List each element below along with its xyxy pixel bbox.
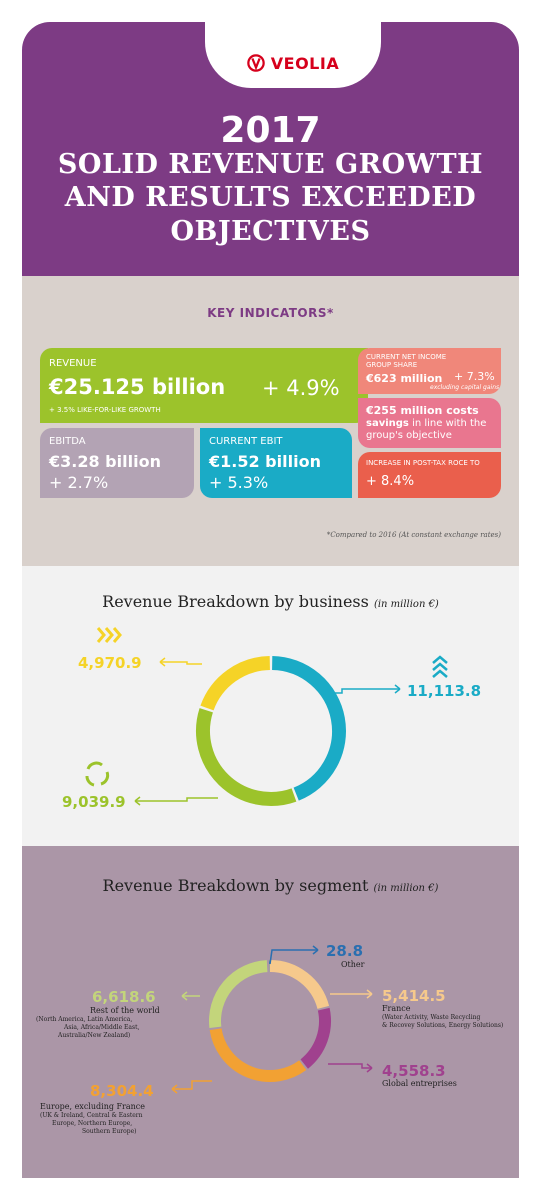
net-income-label-1: CURRENT NET INCOME	[366, 353, 447, 361]
savings-line-3: group's objective	[366, 430, 452, 441]
net-income-card	[358, 348, 501, 394]
ebit-change: + 5.3%	[209, 473, 269, 492]
business-donut-segment-2	[207, 663, 270, 708]
segment-donut-segment-3	[216, 1029, 303, 1076]
segment-sub-europe-3: Southern Europe)	[82, 1128, 137, 1135]
business-value-energy: 4,970.9	[78, 654, 142, 672]
revenue-change: + 4.9%	[262, 376, 340, 400]
header-year: 2017	[220, 110, 321, 151]
brand-name: VEOLIA	[270, 53, 340, 73]
water-waves-icon	[433, 657, 447, 677]
revenue-note: + 3.5% LIKE-FOR-LIKE GROWTH	[49, 406, 161, 414]
segment-label-europe: Europe, excluding France	[40, 1102, 146, 1111]
net-income-value: €623 million	[366, 372, 443, 385]
veolia-logo-icon	[247, 54, 265, 72]
key-indicators-footnote: *Compared to 2016 (At constant exchange rates)	[326, 531, 501, 539]
roce-value: + 8.4%	[366, 474, 415, 489]
net-income-note: excluding capital gains	[430, 384, 500, 391]
segment-label-row: Rest of the world	[90, 1006, 160, 1015]
header-line-3: OBJECTIVES	[170, 216, 371, 247]
segment-value-row: 6,618.6	[92, 988, 156, 1006]
segment-sub-france-1: (Water Activity, Waste Recycling	[382, 1014, 481, 1021]
business-breakdown-section	[22, 566, 519, 846]
segment-label-france: France	[382, 1004, 411, 1013]
recycling-arrows-icon	[87, 763, 108, 785]
key-indicators-title: KEY INDICATORS*	[207, 306, 334, 320]
revenue-value: €25.125 billion	[49, 375, 226, 399]
ebitda-change: + 2.7%	[49, 473, 109, 492]
savings-card	[358, 398, 501, 448]
business-connector-recycling	[135, 798, 218, 801]
net-income-change: + 7.3%	[454, 370, 495, 383]
veolia-logo[interactable]	[205, 48, 381, 78]
segment-sub-row-1: (North America, Latin America,	[36, 1016, 133, 1023]
ebit-card	[200, 428, 352, 498]
segment-label-other: Other	[341, 960, 365, 969]
segment-label-global: Global entreprises	[382, 1079, 457, 1088]
segment-sub-row-3: Australia/New Zealand)	[58, 1032, 131, 1039]
roce-label: INCREASE IN POST-TAX ROCE TO	[366, 459, 480, 467]
savings-value: €255 million costs	[366, 404, 479, 417]
ebitda-value: €3.28 billion	[49, 452, 161, 471]
segment-breakdown-section	[22, 846, 519, 1178]
net-income-label-2: GROUP SHARE	[366, 361, 418, 369]
segment-value-europe: 8,304.4	[90, 1082, 154, 1100]
segment-value-other: 28.8	[326, 942, 364, 960]
segment-value-global: 4,558.3	[382, 1062, 446, 1080]
revenue-card	[40, 348, 368, 423]
savings-bold: savings	[366, 418, 409, 429]
energy-chevrons-icon	[98, 628, 120, 642]
savings-rest: in line with the	[408, 418, 487, 429]
segment-sub-france-2: & Recovey Solutions, Energy Solutions)	[382, 1022, 504, 1029]
segment-sub-europe-1: (UK & Ireland, Central & Eastern	[40, 1112, 143, 1119]
roce-card	[358, 452, 501, 498]
segment-sub-europe-2: Europe, Northern Europe,	[52, 1120, 133, 1127]
header-banner	[22, 22, 519, 276]
segment-sub-row-2: Asia, Africa/Middle East,	[64, 1024, 140, 1031]
segment-donut-segment-1	[269, 966, 323, 1007]
savings-line-2	[366, 418, 486, 429]
ebitda-card	[40, 428, 194, 498]
segment-connector-global	[328, 1064, 372, 1068]
header-line-2: AND RESULTS EXCEEDED	[64, 182, 477, 213]
business-donut-segment-0	[272, 663, 339, 794]
segment-title-text: Revenue Breakdown by segment	[102, 876, 369, 895]
segment-value-france: 5,414.5	[382, 987, 446, 1005]
business-donut-segment-1	[203, 710, 294, 799]
business-unit: (in million €)	[373, 599, 439, 610]
business-connector-water	[334, 689, 400, 693]
business-value-water: 11,113.8	[407, 682, 482, 700]
revenue-label: REVENUE	[49, 358, 97, 369]
ebit-value: €1.52 billion	[209, 452, 321, 471]
segment-donut-segment-4	[215, 966, 267, 1027]
business-connector-energy	[160, 662, 202, 664]
key-indicators-section	[22, 276, 519, 566]
segment-unit: (in million €)	[373, 883, 439, 894]
segment-connector-europe	[172, 1081, 212, 1089]
ebit-label: CURRENT EBIT	[209, 436, 283, 447]
ebitda-label: EBITDA	[49, 436, 86, 447]
segment-donut-segment-2	[304, 1009, 325, 1064]
header-line-1: SOLID REVENUE GROWTH	[57, 149, 484, 180]
business-value-recycling: 9,039.9	[62, 793, 126, 811]
business-title-text: Revenue Breakdown by business	[102, 592, 369, 611]
